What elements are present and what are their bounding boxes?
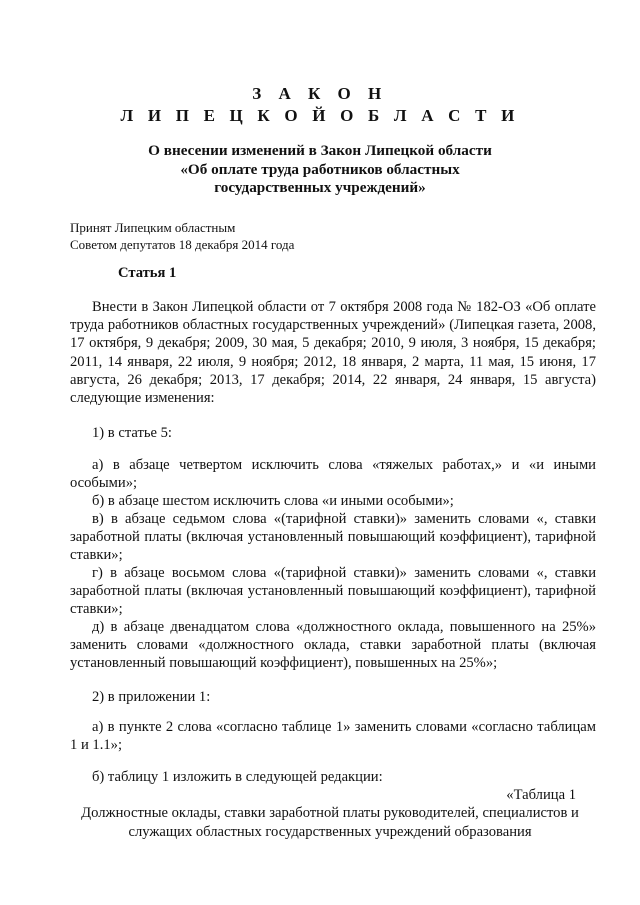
item-1-sub-g: г) в абзаце восьмом слова «(тарифной ставки)» заменить словами «, ставки заработной платы (включая установленный повышающий коэффициент), тарифной ставки»;: [70, 565, 596, 618]
subtitle-line: «Об оплате труда работников областных: [180, 160, 460, 178]
table-label: «Таблица 1: [506, 787, 576, 803]
item-1-sub-d: д) в абзаце двенадцатом слова «должностного оклада, повышенного на 25%» заменить словами «должностного оклада, ставки заработной платы (включая установленный повышающий коэффициент), повышенных на 25%»;: [70, 619, 596, 672]
subtitle-line: государственных учреждений»: [214, 179, 426, 196]
region-title: Л И П Е Ц К О Й О Б Л А С Т И: [120, 106, 520, 125]
item-1-sub-b: б) в абзаце шестом исключить слова «и иными особыми»;: [92, 493, 454, 509]
table-title-line: служащих областных государственных учреждений образования: [128, 823, 532, 840]
subtitle-line: О внесении изменений в Закон Липецкой области: [148, 142, 492, 159]
item-2-sub-a: а) в пункте 2 слова «согласно таблице 1» заменить словами «согласно таблицам 1 и 1.1»;: [70, 719, 596, 754]
table-title-line: Должностные оклады, ставки заработной платы руководителей, специалистов и: [81, 805, 579, 822]
item-2: 2) в приложении 1:: [92, 689, 211, 705]
item-1-sub-a: а) в абзаце четвертом исключить слова «тяжелых работах,» и «и иными особыми»;: [70, 457, 596, 492]
table-heading: [60, 786, 600, 841]
item-1: 1) в статье 5:: [92, 425, 172, 441]
law-title: З А К О Н: [252, 84, 388, 103]
adoption-line: Советом депутатов 18 декабря 2014 года: [70, 236, 295, 252]
intro-paragraph: Внести в Закон Липецкой области от 7 октября 2008 года № 182-ОЗ «Об оплате труда работников областных государственных учреждений» (Липецкая газета, 2008, 17 октября, 9 декабря; 2009, 30 мая, 5 декабря; 2010, 9 июля, 3 ноября, 15 декабря; 2011, 14 января, 22 июля, 9 ноября; 2012, 18 января, 2 марта, 11 мая, 15 июня, 17 августа, 26 декабря; 2013, 17 декабря; 2014, 22 января, 24 января, 15 августа) следующие изменения:: [70, 299, 596, 407]
item-1-sub-v: в) в абзаце седьмом слова «(тарифной ставки)» заменить словами «, ставки заработной платы (включая установленный повышающий коэффициент), тарифной ставки»;: [70, 511, 596, 564]
adoption-line: Принят Липецким областным: [70, 220, 236, 235]
item-2-sub-b: б) таблицу 1 изложить в следующей редакции:: [92, 769, 383, 785]
adoption-note: [70, 220, 294, 253]
law-subtitle: [110, 142, 530, 198]
article-title: Статья 1: [118, 265, 177, 281]
